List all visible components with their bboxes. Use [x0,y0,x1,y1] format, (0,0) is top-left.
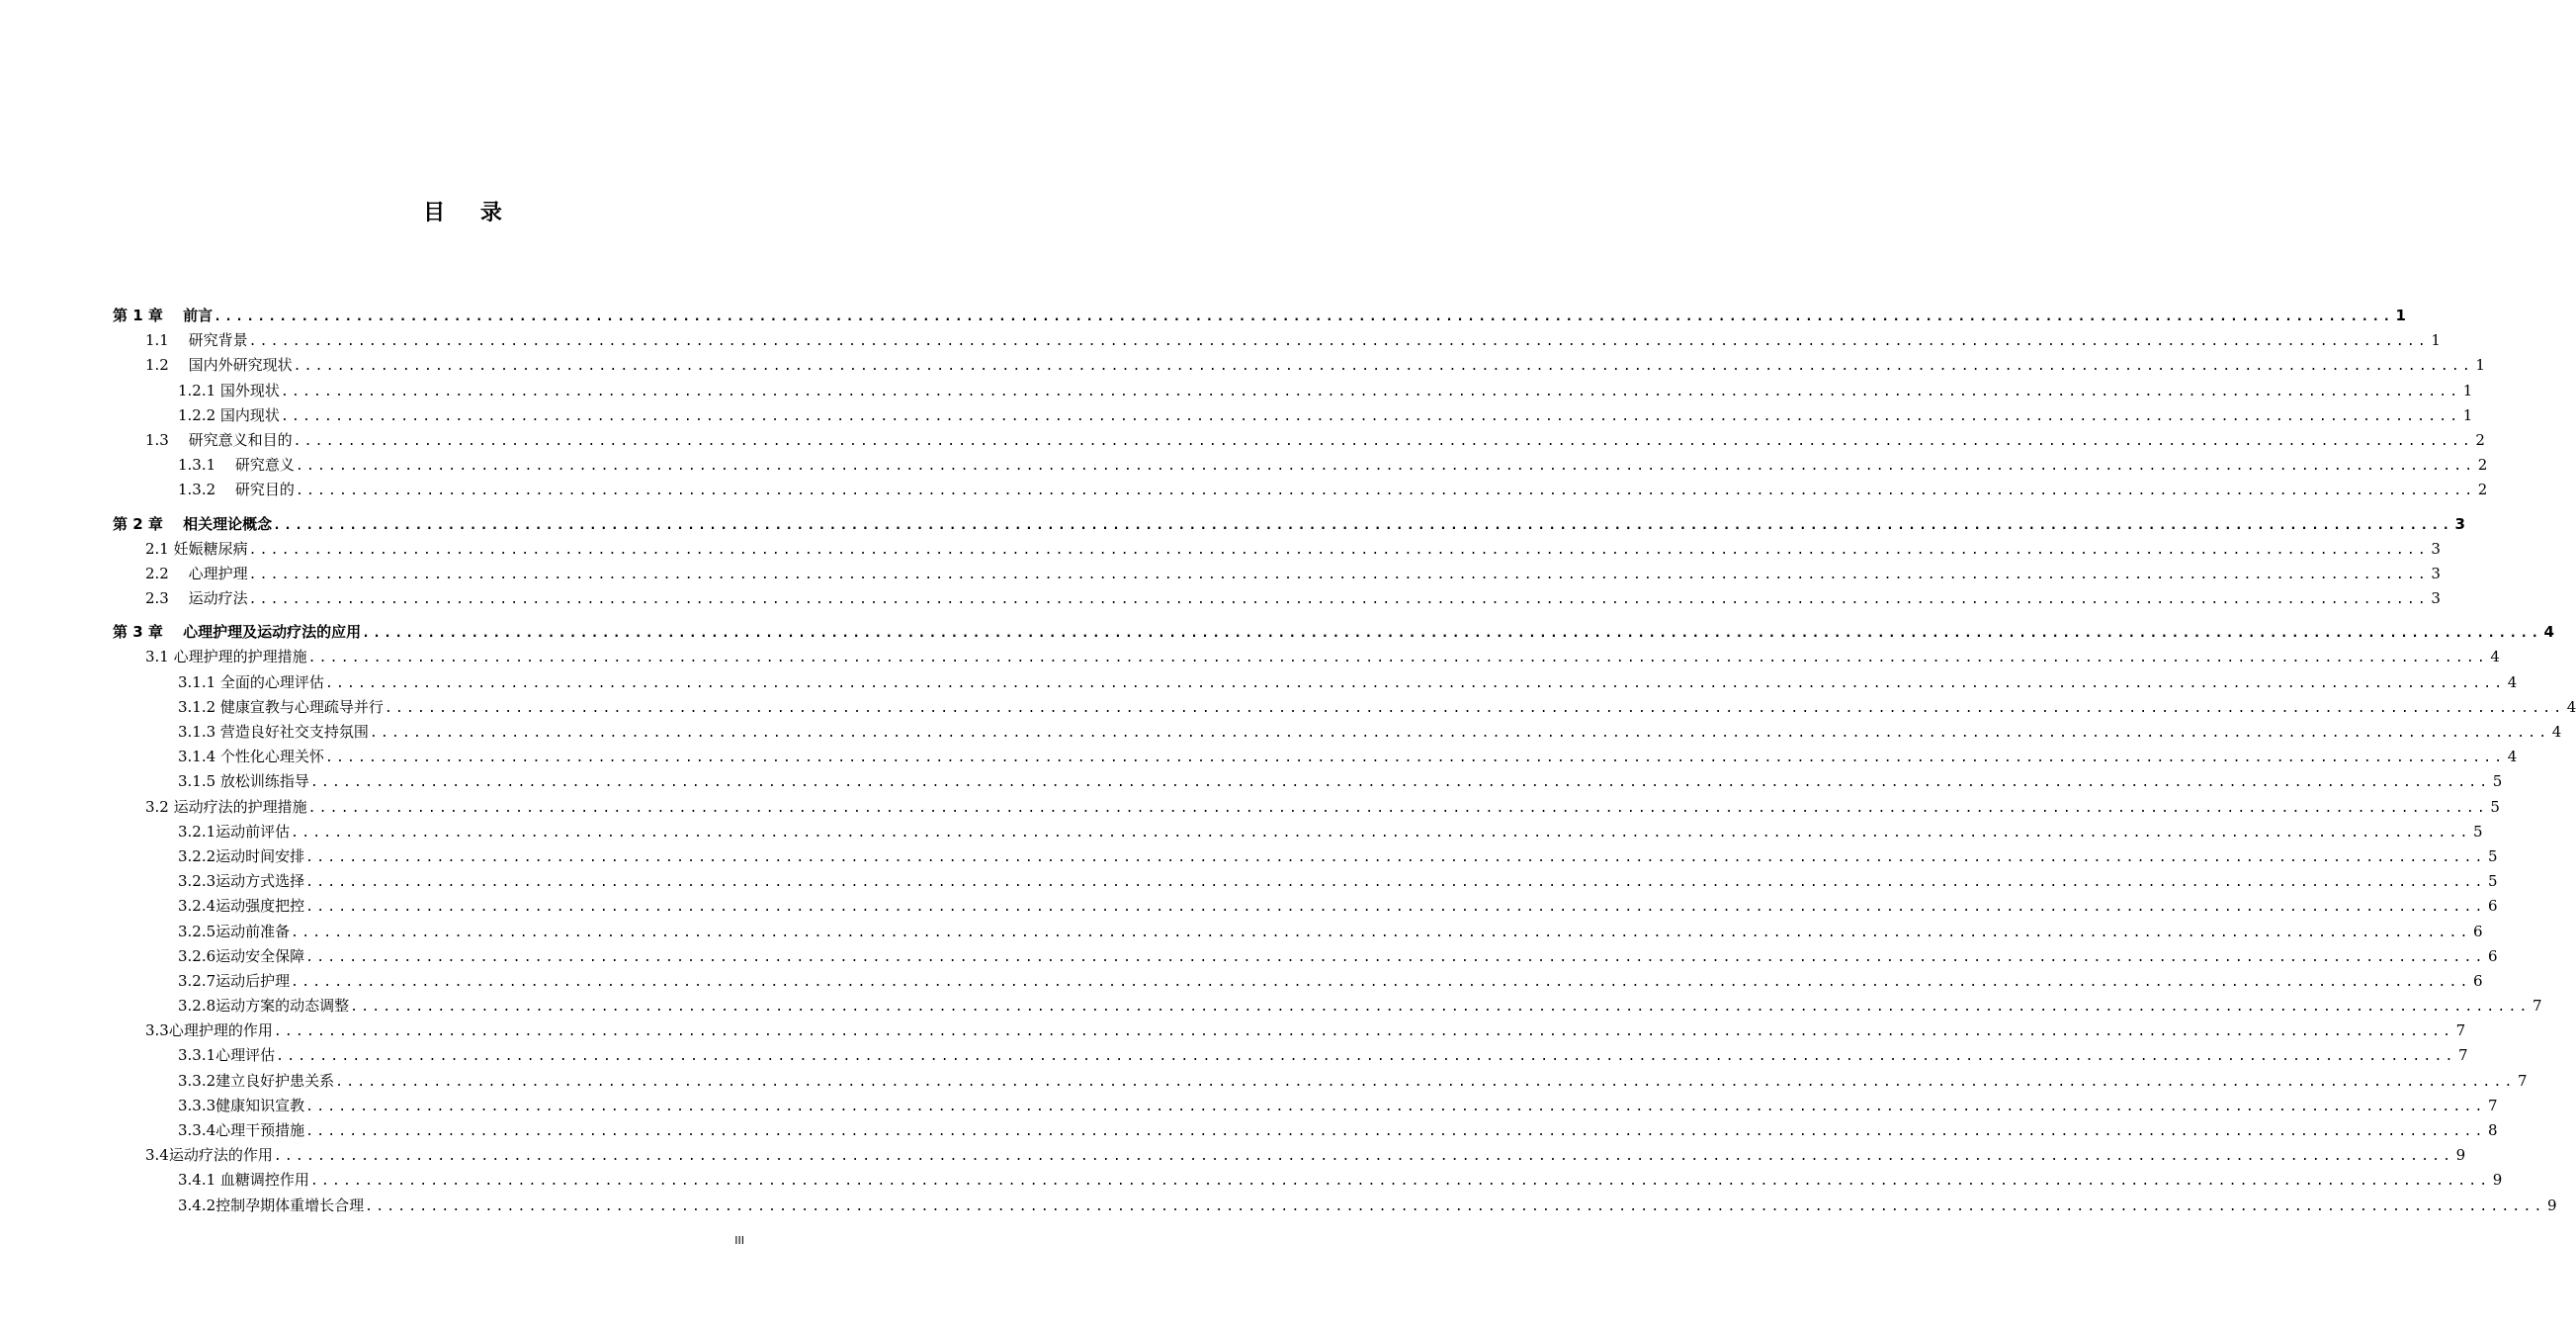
toc-dot-leader: ........................................................................................................................................................................................................ [280,384,2461,399]
toc-dot-leader: ........................................................................................................................................................................................................ [248,542,2429,558]
toc-entry-page: 5 [2492,772,2503,791]
toc-entry[interactable] [113,944,2498,969]
toc-dot-leader: ........................................................................................................................................................................................................ [295,459,2476,475]
toc-entry[interactable] [113,512,2465,537]
toc-entry-page: 9 [2455,1146,2466,1165]
toc-entry[interactable] [113,403,2473,428]
toc-entry[interactable] [113,745,2518,769]
toc-entry[interactable] [113,562,2441,586]
toc-dot-leader: ........................................................................................................................................................................................................ [324,675,2506,691]
toc-entry-label: 2.2 心理护理 [145,564,248,582]
toc-dot-leader: ........................................................................................................................................................................................................ [324,751,2506,766]
toc-entry-page: 6 [2472,922,2483,940]
toc-entry-page: 3 [2454,514,2465,533]
toc-entry-label: 3.2.3运动方式选择 [178,872,305,891]
toc-dot-leader: ........................................................................................................................................................................................................ [291,825,2471,841]
toc-entry-label: 3.1.2 健康宣教与心理疏导并行 [178,697,384,716]
toc-entry-label: 1.1 研究背景 [145,331,248,350]
toc-entry-label: 3.1.5 放松训练指导 [178,772,309,791]
toc-dot-leader: ........................................................................................................................................................................................................ [305,849,2486,865]
toc-entry[interactable] [113,1118,2498,1143]
toc-entry-page: 6 [2487,946,2498,965]
toc-dot-leader: ........................................................................................................................................................................................................ [335,1074,2516,1090]
toc-entry[interactable] [113,795,2500,820]
toc-entry-label: 3.2.6运动安全保障 [178,946,305,965]
toc-entry-label: 3.3.2建立良好护患关系 [178,1071,335,1090]
toc-dot-leader: ........................................................................................................................................................................................................ [369,726,2550,741]
toc-dot-leader: ........................................................................................................................................................................................................ [307,800,2488,816]
toc-entry-page: 7 [2455,1021,2466,1040]
toc-entry-label: 3.2.5运动前准备 [178,922,291,940]
toc-entry-label: 3.3心理护理的作用 [145,1021,273,1040]
toc-entry-label: 3.2.8运动方案的动态调整 [178,997,350,1016]
toc-entry-page: 7 [2457,1046,2468,1065]
toc-entry-label: 3.4.1 血糖调控作用 [178,1171,309,1190]
toc-entry[interactable] [113,478,2488,502]
toc-entry[interactable] [113,1019,2466,1043]
toc-entry-page: 9 [2492,1171,2503,1190]
toc-dot-leader: ........................................................................................................................................................................................................ [214,310,2394,324]
toc-entry[interactable] [113,820,2483,844]
toc-entry-page: 1 [2462,381,2473,399]
toc-entry[interactable] [113,620,2554,645]
toc-entry-page: 2 [2475,430,2485,449]
toc-dot-leader: ........................................................................................................................................................................................................ [291,925,2471,940]
toc-entry[interactable] [113,453,2488,478]
page-number: III [734,1234,744,1247]
toc-entry-page: 1 [2395,307,2406,324]
toc-dot-leader: ........................................................................................................................................................................................................ [273,1024,2454,1040]
toc-entry-label: 3.2.7运动后护理 [178,971,291,990]
toc-dot-leader: ........................................................................................................................................................................................................ [248,567,2429,582]
toc-entry[interactable] [113,869,2498,894]
toc-entry[interactable] [113,994,2542,1019]
toc-entry-page: 5 [2472,822,2483,841]
toc-entry-page: 3 [2431,564,2441,582]
toc-entry[interactable] [113,328,2441,353]
toc-entry-page: 3 [2431,589,2441,608]
toc-entry-label: 3.2.2运动时间安排 [178,846,305,865]
toc-entry-page: 5 [2487,846,2498,865]
toc-entry[interactable] [113,1194,2557,1218]
toc-entry-label: 3.4运动疗法的作用 [145,1146,273,1165]
toc-entry-page: 4 [2551,723,2562,741]
toc-dot-leader: ........................................................................................................................................................................................................ [305,875,2486,891]
toc-entry[interactable] [113,695,2576,720]
toc-dot-leader: ........................................................................................................................................................................................................ [293,359,2473,375]
toc-entry[interactable] [113,920,2483,944]
toc-entry-label: 1.3.1 研究意义 [178,456,295,475]
toc-entry-label: 3.1.4 个性化心理关怀 [178,748,324,766]
toc-entry-label: 3.4.2控制孕期体重增长合理 [178,1196,365,1214]
toc-dot-leader: ........................................................................................................................................................................................................ [305,1124,2486,1139]
toc-entry-page: 4 [2543,623,2554,642]
toc-dot-leader: ........................................................................................................................................................................................................ [273,517,2453,533]
toc-entry-label: 1.2 国内外研究现状 [145,356,293,375]
toc-dot-leader: ........................................................................................................................................................................................................ [248,334,2429,350]
toc-entry-label: 第 1 章 前言 [113,307,214,324]
toc-entry-page: 4 [2566,697,2576,716]
toc-entry-label: 3.1 心理护理的护理措施 [145,648,307,666]
toc-entry[interactable] [113,353,2485,378]
toc-entry-label: 3.2.4运动强度把控 [178,897,305,916]
toc-entry-label: 1.3.2 研究目的 [178,481,295,499]
toc-dot-leader: ........................................................................................................................................................................................................ [291,974,2471,990]
toc-entry[interactable] [113,379,2473,403]
toc-dot-leader: ........................................................................................................................................................................................................ [362,626,2542,642]
toc-entry-page: 4 [2490,648,2500,666]
toc-entry[interactable] [113,894,2498,919]
toc-entry[interactable] [113,720,2562,745]
toc-dot-leader: ........................................................................................................................................................................................................ [307,651,2488,666]
toc-entry-page: 1 [2431,331,2441,350]
table-of-contents [113,304,2576,1218]
toc-entry-label: 3.3.4心理干预措施 [178,1121,305,1139]
toc-entry[interactable] [113,1094,2498,1118]
toc-entry-page: 7 [2532,997,2542,1016]
toc-entry[interactable] [113,769,2503,794]
toc-entry-label: 1.2.1 国外现状 [178,381,280,399]
toc-entry-label: 3.1.1 全面的心理评估 [178,672,324,691]
toc-dot-leader: ........................................................................................................................................................................................................ [309,1174,2491,1190]
toc-entry[interactable] [113,969,2483,994]
toc-entry-label: 3.3.1心理评估 [178,1046,276,1065]
toc-entry[interactable] [113,844,2498,869]
toc-entry[interactable] [113,1168,2503,1193]
toc-entry[interactable] [113,645,2500,669]
toc-entry-page: 7 [2517,1071,2528,1090]
toc-entry-page: 2 [2477,481,2488,499]
toc-entry[interactable] [113,1069,2528,1094]
toc-dot-leader: ........................................................................................................................................................................................................ [350,1000,2531,1016]
toc-entry-page: 5 [2490,797,2500,816]
page-title: 目 录 [423,200,516,225]
toc-entry-page: 6 [2487,897,2498,916]
toc-entry[interactable] [113,1043,2468,1068]
toc-entry-page: 4 [2507,748,2518,766]
toc-dot-leader: ........................................................................................................................................................................................................ [305,900,2486,916]
toc-dot-leader: ........................................................................................................................................................................................................ [276,1049,2456,1065]
toc-entry-label: 1.2.2 国内现状 [178,405,280,424]
toc-entry-label: 3.1.3 营造良好社交支持氛围 [178,723,369,741]
toc-dot-leader: ........................................................................................................................................................................................................ [309,775,2491,791]
toc-entry-page: 9 [2546,1196,2557,1214]
toc-entry-page: 7 [2487,1096,2498,1114]
toc-entry-label: 1.3 研究意义和目的 [145,430,293,449]
toc-entry[interactable] [113,586,2441,611]
toc-entry[interactable] [113,428,2485,453]
toc-entry-label: 第 3 章 心理护理及运动疗法的应用 [113,623,362,642]
toc-entry-label: 2.3 运动疗法 [145,589,248,608]
toc-entry[interactable] [113,670,2518,695]
toc-entry-label: 3.2 运动疗法的护理措施 [145,797,307,816]
toc-entry[interactable] [113,304,2406,328]
toc-dot-leader: ........................................................................................................................................................................................................ [295,484,2476,499]
toc-entry-page: 8 [2487,1121,2498,1139]
toc-entry-label: 3.2.1运动前评估 [178,822,291,841]
toc-entry-label: 2.1 妊娠糖尿病 [145,539,248,558]
toc-dot-leader: ........................................................................................................................................................................................................ [384,700,2565,716]
toc-entry-page: 5 [2487,872,2498,891]
toc-entry[interactable] [113,537,2441,562]
toc-entry[interactable] [113,1143,2466,1168]
toc-dot-leader: ........................................................................................................................................................................................................ [248,592,2429,608]
toc-dot-leader: ........................................................................................................................................................................................................ [280,408,2461,424]
toc-dot-leader: ........................................................................................................................................................................................................ [305,1099,2486,1114]
toc-entry-page: 6 [2472,971,2483,990]
toc-dot-leader: ........................................................................................................................................................................................................ [293,433,2473,449]
toc-dot-leader: ........................................................................................................................................................................................................ [365,1198,2545,1214]
toc-dot-leader: ........................................................................................................................................................................................................ [305,949,2486,965]
toc-entry-page: 4 [2507,672,2518,691]
toc-entry-page: 2 [2477,456,2488,475]
toc-entry-page: 3 [2431,539,2441,558]
toc-entry-page: 1 [2462,405,2473,424]
toc-entry-page: 1 [2475,356,2485,375]
toc-dot-leader: ........................................................................................................................................................................................................ [273,1149,2454,1165]
toc-entry-label: 3.3.3健康知识宣教 [178,1096,305,1114]
toc-entry-label: 第 2 章 相关理论概念 [113,514,273,533]
